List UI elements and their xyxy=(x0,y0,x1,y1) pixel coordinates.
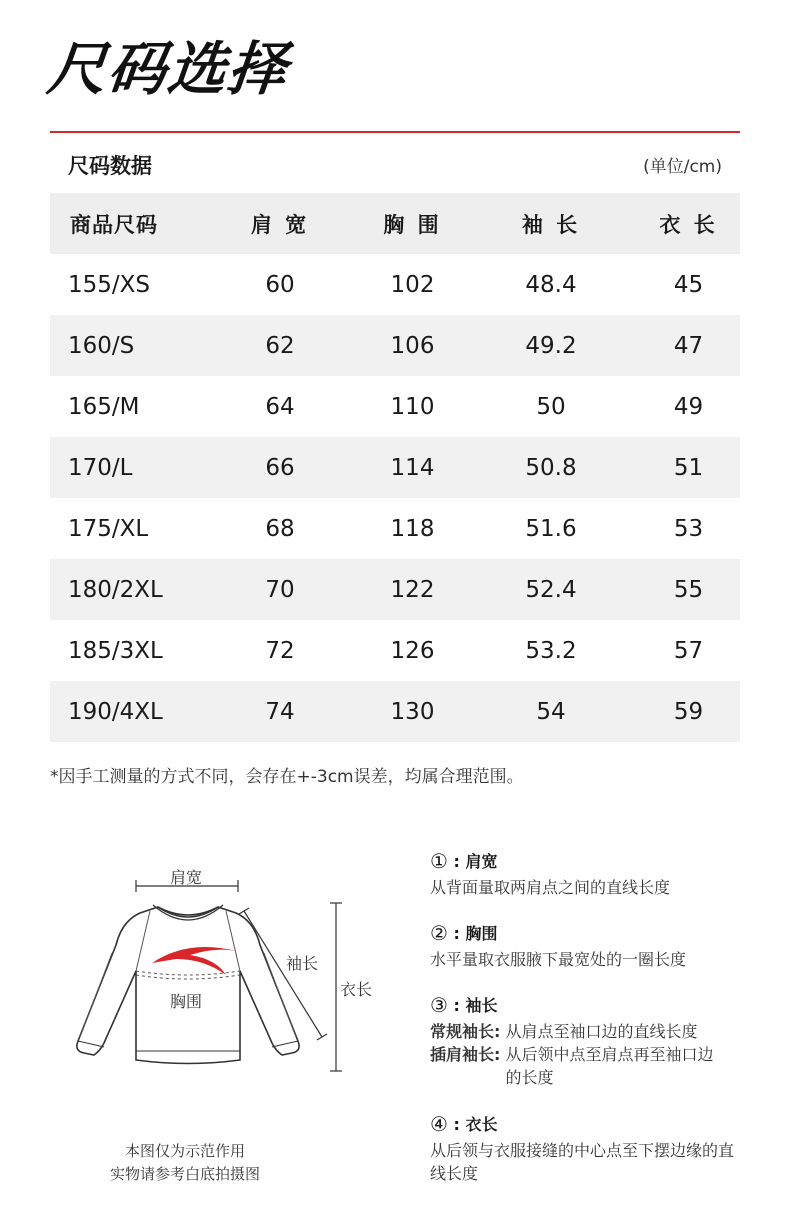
chest-label: 胸围 xyxy=(170,992,203,1011)
raglan-sleeve-row xyxy=(430,1043,760,1089)
cell-chest: 110 xyxy=(390,393,435,420)
page-title: 尺码选择 xyxy=(44,35,292,103)
explain-desc: 从背面量取两肩点之间的直线长度 xyxy=(430,878,671,897)
regular-sleeve-row xyxy=(430,1020,760,1043)
explain-desc: 从后领与衣服接缝的中心点至下摆边缘的直线长度 xyxy=(430,1141,735,1183)
diagram-caption xyxy=(60,1140,310,1186)
cell-size: 160/S xyxy=(68,332,135,359)
cell-length: 53 xyxy=(673,515,704,542)
cell-chest: 102 xyxy=(390,271,435,298)
caption-line-2: 实物请参考白底拍摄图 xyxy=(109,1165,260,1183)
cell-length: 49 xyxy=(673,393,704,420)
header-size: 商品尺码 xyxy=(70,212,158,237)
cell-sleeve: 50.8 xyxy=(525,454,577,481)
table-row xyxy=(50,254,740,315)
sweatshirt-illustration xyxy=(40,855,400,1095)
cell-size: 190/4XL xyxy=(68,698,163,725)
explain-number: ④ xyxy=(430,1112,448,1136)
cell-size: 185/3XL xyxy=(68,637,163,664)
table-row xyxy=(50,315,740,376)
cell-shoulder: 62 xyxy=(265,332,295,359)
explain-number: ③ xyxy=(430,993,448,1017)
cell-sleeve: 51.6 xyxy=(525,515,577,542)
cell-length: 57 xyxy=(673,637,704,664)
table-header xyxy=(50,193,740,254)
measurement-note: *因手工测量的方式不同，会存在+-3cm误差，均属合理范围。 xyxy=(50,767,524,787)
cell-chest: 114 xyxy=(390,454,435,481)
cell-sleeve: 54 xyxy=(536,698,566,725)
explain-title: 胸围 xyxy=(465,924,498,943)
explain-number: ② xyxy=(430,921,448,945)
explain-sleeve: ③ : 袖长 常规袖长: 从肩点至袖口边的直线长度 插肩袖长: 从后领中点至肩点再至袖口边的长度 xyxy=(430,994,760,1089)
explain-title: 衣长 xyxy=(465,1115,498,1134)
cell-chest: 122 xyxy=(390,576,435,603)
unit-label: (单位/cm) xyxy=(643,157,722,177)
cell-chest: 118 xyxy=(390,515,435,542)
cell-chest: 106 xyxy=(390,332,435,359)
cell-length: 47 xyxy=(673,332,704,359)
cell-size: 155/XS xyxy=(68,271,151,298)
table-row xyxy=(50,681,740,742)
explain-length: ④ : 衣长 从后领与衣服接缝的中心点至下摆边缘的直线长度 xyxy=(430,1112,735,1183)
cell-sleeve: 48.4 xyxy=(525,271,577,298)
shoulder-label: 肩宽 xyxy=(170,868,203,887)
cell-length: 45 xyxy=(673,271,704,298)
table-row xyxy=(50,559,740,620)
explain-title: 肩宽 xyxy=(465,852,498,871)
explain-chest: ② : 胸围 水平量取衣服腋下最宽处的一圈长度 xyxy=(430,922,760,971)
cell-shoulder: 60 xyxy=(265,271,295,298)
cell-size: 175/XL xyxy=(68,515,149,542)
table-row xyxy=(50,498,740,559)
cell-shoulder: 64 xyxy=(265,393,295,420)
cell-shoulder: 74 xyxy=(265,698,295,725)
table-row xyxy=(50,620,740,681)
explain-shoulder: ① : 肩宽 从背面量取两肩点之间的直线长度 xyxy=(430,850,760,899)
regular-sleeve-desc: 从肩点至袖口边的直线长度 xyxy=(505,1022,698,1041)
explain-title: 袖长 xyxy=(465,996,498,1015)
cell-shoulder: 70 xyxy=(265,576,295,603)
header-length: 衣 长 xyxy=(659,212,718,237)
cell-shoulder: 72 xyxy=(265,637,295,664)
regular-sleeve-key: 常规袖长: xyxy=(430,1022,501,1041)
explain-desc: 水平量取衣服腋下最宽处的一圈长度 xyxy=(430,950,687,969)
cell-chest: 130 xyxy=(390,698,435,725)
cell-sleeve: 53.2 xyxy=(525,637,577,664)
cell-chest: 126 xyxy=(390,637,435,664)
explain-number: ① xyxy=(430,849,448,873)
section-title: 尺码数据 xyxy=(68,154,152,178)
table-row xyxy=(50,437,740,498)
cell-shoulder: 68 xyxy=(265,515,295,542)
cell-sleeve: 52.4 xyxy=(525,576,577,603)
cell-length: 55 xyxy=(673,576,704,603)
cell-sleeve: 49.2 xyxy=(525,332,577,359)
table-row xyxy=(50,376,740,437)
header-sleeve: 袖 长 xyxy=(521,212,581,237)
caption-line-1: 本图仅为示范作用 xyxy=(124,1142,245,1160)
garment-diagram xyxy=(40,855,400,1095)
cell-size: 180/2XL xyxy=(68,576,163,603)
header-shoulder: 肩 宽 xyxy=(250,212,310,237)
cell-size: 170/L xyxy=(68,454,133,481)
raglan-sleeve-key: 插肩袖长: xyxy=(430,1045,501,1064)
raglan-sleeve-desc: 从后领中点至肩点再至袖口边的长度 xyxy=(505,1045,714,1087)
title-divider xyxy=(50,131,740,133)
cell-length: 51 xyxy=(673,454,704,481)
size-table xyxy=(50,193,740,742)
cell-shoulder: 66 xyxy=(265,454,295,481)
cell-sleeve: 50 xyxy=(536,393,566,420)
cell-size: 165/M xyxy=(68,393,140,420)
length-label: 衣长 xyxy=(340,980,373,999)
header-chest: 胸 围 xyxy=(383,212,442,237)
cell-length: 59 xyxy=(673,698,704,725)
sleeve-label: 袖长 xyxy=(286,954,319,973)
